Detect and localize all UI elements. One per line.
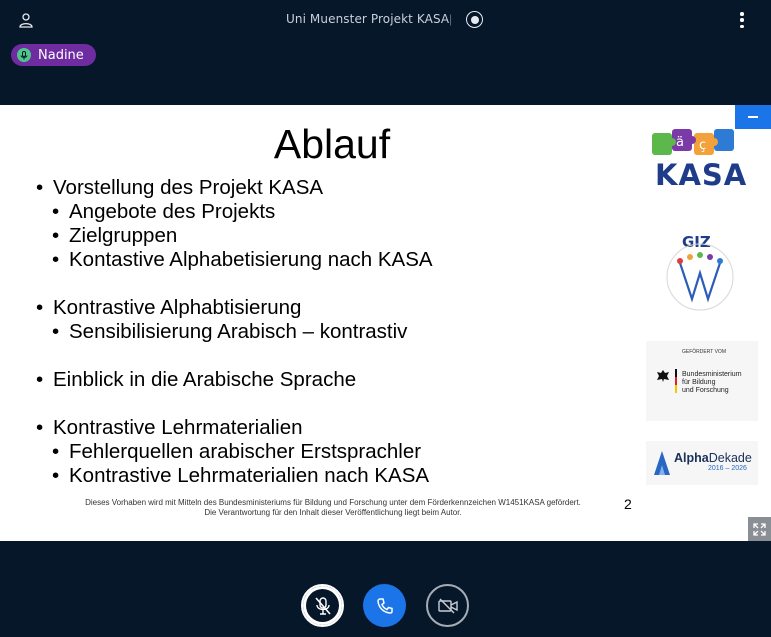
more-options-button[interactable]: [734, 10, 750, 30]
kasa-logo: [646, 127, 758, 189]
record-button[interactable]: [466, 11, 483, 28]
svg-text:ä: ä: [676, 135, 684, 150]
presentation-slide: [0, 105, 771, 541]
federal-eagle-icon: [656, 369, 670, 383]
bullet-item: • Kontrastive Lehrmaterialien: [36, 416, 433, 440]
record-icon: [471, 16, 479, 24]
bullet-subitem: • Kontrastive Lehrmaterialien nach KASA: [52, 464, 433, 488]
slide-bullet-list: [36, 176, 433, 488]
leave-audio-button[interactable]: [363, 584, 406, 627]
bullet-subitem: • Kontastive Alphabetisierung nach KASA: [52, 248, 433, 272]
fullscreen-icon: [753, 523, 766, 536]
minimize-icon: [748, 116, 758, 118]
fullscreen-button[interactable]: [748, 517, 771, 541]
meeting-title: Uni Muenster Projekt KASA: [286, 12, 450, 26]
svg-text:ç: ç: [699, 138, 707, 153]
share-webcam-button[interactable]: [426, 584, 469, 627]
title-separator: |: [449, 12, 453, 26]
camera-off-icon: [438, 598, 458, 614]
svg-text:GIZ: GIZ: [682, 233, 711, 251]
alphadekade-logo: AlphaDekade 2016 – 2026: [646, 441, 758, 485]
bullet-subitem: • Fehlerquellen arabischer Erstsprachler: [52, 440, 433, 464]
slide-footer-note: Dieses Vorhaben wird mit Mitteln des Bundesministeriums für Bildung und Forschung unter dem Förderkennzeichen W1451KASA gefördert. Die Verantwortung für den Inhalt dieser Veröffentlichung liegt beim Autor.: [85, 498, 581, 517]
phone-icon: [376, 597, 394, 615]
giz-logo: [660, 229, 740, 313]
talker-name: Nadine: [38, 47, 84, 63]
user-icon: [18, 12, 34, 28]
action-bar: [0, 584, 771, 628]
microphone-icon: [17, 48, 31, 62]
minimize-presentation-button[interactable]: [735, 105, 771, 129]
bullet-subitem: • Angebote des Projekts: [52, 200, 433, 224]
slide-page-number: 2: [624, 496, 632, 512]
slide-title: Ablauf: [273, 121, 391, 167]
svg-text:KASA: KASA: [655, 158, 748, 189]
user-list-button[interactable]: [14, 9, 38, 31]
top-bar: [0, 0, 771, 40]
bullet-item: • Einblick in die Arabische Sprache: [36, 368, 433, 392]
bullet-subitem: • Sensibilisierung Arabisch – kontrastiv: [52, 320, 433, 344]
alpha-a-icon: [652, 449, 672, 477]
more-vertical-icon: [740, 12, 744, 16]
bullet-item: • Kontrastive Alphabtisierung: [36, 296, 433, 320]
talking-indicator[interactable]: [11, 44, 96, 66]
mute-microphone-button[interactable]: [301, 584, 344, 627]
bmbf-logo: GEFÖRDERT VOM Bundesministerium für Bildung und Forschung: [646, 341, 758, 421]
bullet-subitem: • Zielgruppen: [52, 224, 433, 248]
microphone-muted-icon: [314, 596, 332, 616]
bullet-item: • Vorstellung des Projekt KASA: [36, 176, 433, 200]
